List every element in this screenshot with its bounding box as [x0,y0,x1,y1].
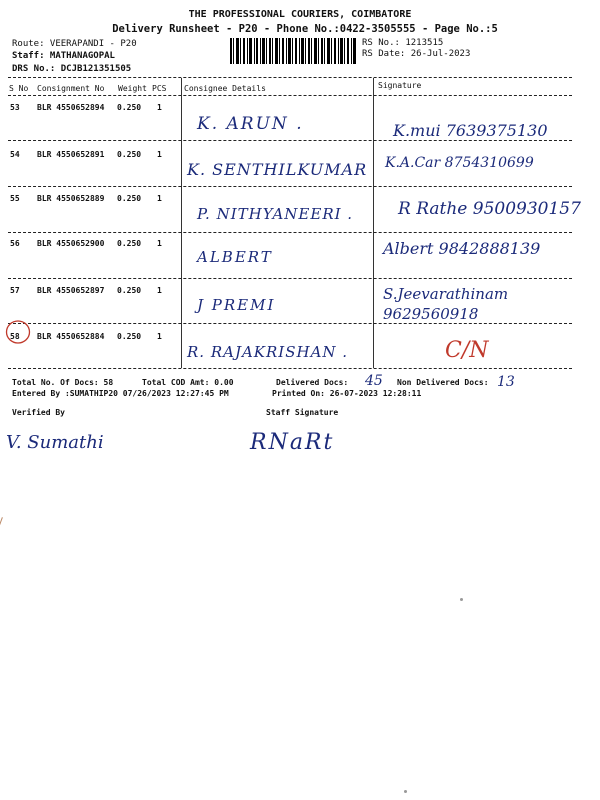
row-pcs: 1 [157,194,162,203]
row-signature: K.mui 7639375130 [393,121,548,140]
col-pcs: PCS [152,84,167,93]
row-divider [8,232,572,233]
delivered-docs-label: Delivered Docs: [276,378,349,387]
row-consignee-handwritten: K. SENTHILKUMAR [187,160,368,179]
row-consignment: BLR 4550652894 [37,103,105,112]
row-sno: 55 [10,194,20,203]
rs-date: RS Date: 26-Jul-2023 [362,49,471,59]
verified-signature: V. Sumathi [6,432,104,453]
rs-number: RS No.: 1213515 [362,38,444,48]
non-delivered-docs-value: 13 [497,374,515,390]
row-consignment: BLR 4550652897 [37,286,105,295]
col-consignee: Consignee Details [184,84,266,93]
row-divider [8,323,572,324]
runsheet-title: Delivery Runsheet - P20 - Phone No.:0422-3505555 - Page No.:5 [112,23,498,35]
verified-by-label: Verified By [12,408,65,417]
row-weight: 0.250 [117,332,142,341]
entered-by: Entered By :SUMATHIP20 07/26/2023 12:27:45 PM [12,389,229,398]
row-consignment: BLR 4550652900 [37,239,105,248]
row-weight: 0.250 [117,103,142,112]
row-consignment: BLR 4550652884 [37,332,105,341]
row-consignee-handwritten: ALBERT [197,248,273,266]
row-sno: 58 [10,332,20,341]
row-signature: K.A.Car 8754310699 [385,155,534,171]
row-sno: 57 [10,286,20,295]
table-bottom-rule [8,368,572,369]
staff-signature: RNaRt [250,430,335,455]
col-sno: S No [9,84,29,93]
row-consignee-handwritten: P. NITHYANEERI . [197,205,354,223]
row-signature: C/N [445,338,489,363]
drs-number: DRS No.: DCJB121351505 [12,64,132,74]
staff-signature-label: Staff Signature [266,408,339,417]
total-docs: Total No. Of Docs: 58 [12,378,114,387]
col-signature: Signature [378,81,422,90]
row-weight: 0.250 [117,194,142,203]
scan-speck [460,598,463,601]
row-signature: S.Jeevarathinam 9629560918 [383,285,509,323]
header-divider [8,77,572,78]
row-consignment: BLR 4550652889 [37,194,105,203]
row-signature: Albert 9842888139 [383,239,541,258]
row-pcs: 1 [157,239,162,248]
row-weight: 0.250 [117,286,142,295]
route-label: Route: VEERAPANDI - P20 [12,39,137,49]
row-pcs: 1 [157,286,162,295]
row-sno: 56 [10,239,20,248]
row-divider [8,140,572,141]
row-consignment: BLR 4550652891 [37,150,105,159]
row-pcs: 1 [157,332,162,341]
row-divider [8,186,572,187]
table-header-rule [8,95,572,96]
row-divider [8,278,572,279]
row-sno: 53 [10,103,20,112]
row-consignee-handwritten: K. ARUN . [197,114,304,134]
delivered-docs-value: 45 [365,373,383,389]
barcode [230,38,358,64]
column-rule [181,78,182,368]
company-name: THE PROFESSIONAL COURIERS, COIMBATORE [188,9,412,20]
row-signature: R Rathe 9500930157 [398,199,581,219]
column-rule [373,78,374,368]
row-pcs: 1 [157,150,162,159]
col-consignment: Consignment No [37,84,105,93]
staff-label: Staff: MATHANAGOPAL [12,51,115,61]
scan-speck [404,790,407,793]
col-weight: Weight [118,84,147,93]
printed-on: Printed On: 26-07-2023 12:28:11 [272,389,422,398]
scan-mark [0,517,8,529]
row-weight: 0.250 [117,150,142,159]
total-cod: Total COD Amt: 0.00 [142,378,234,387]
row-consignee-handwritten: R. RAJAKRISHAN . [187,343,349,361]
row-pcs: 1 [157,103,162,112]
row-consignee-handwritten: J PREMI [197,296,276,314]
row-sno: 54 [10,150,20,159]
non-delivered-docs-label: Non Delivered Docs: [397,378,489,387]
row-weight: 0.250 [117,239,142,248]
